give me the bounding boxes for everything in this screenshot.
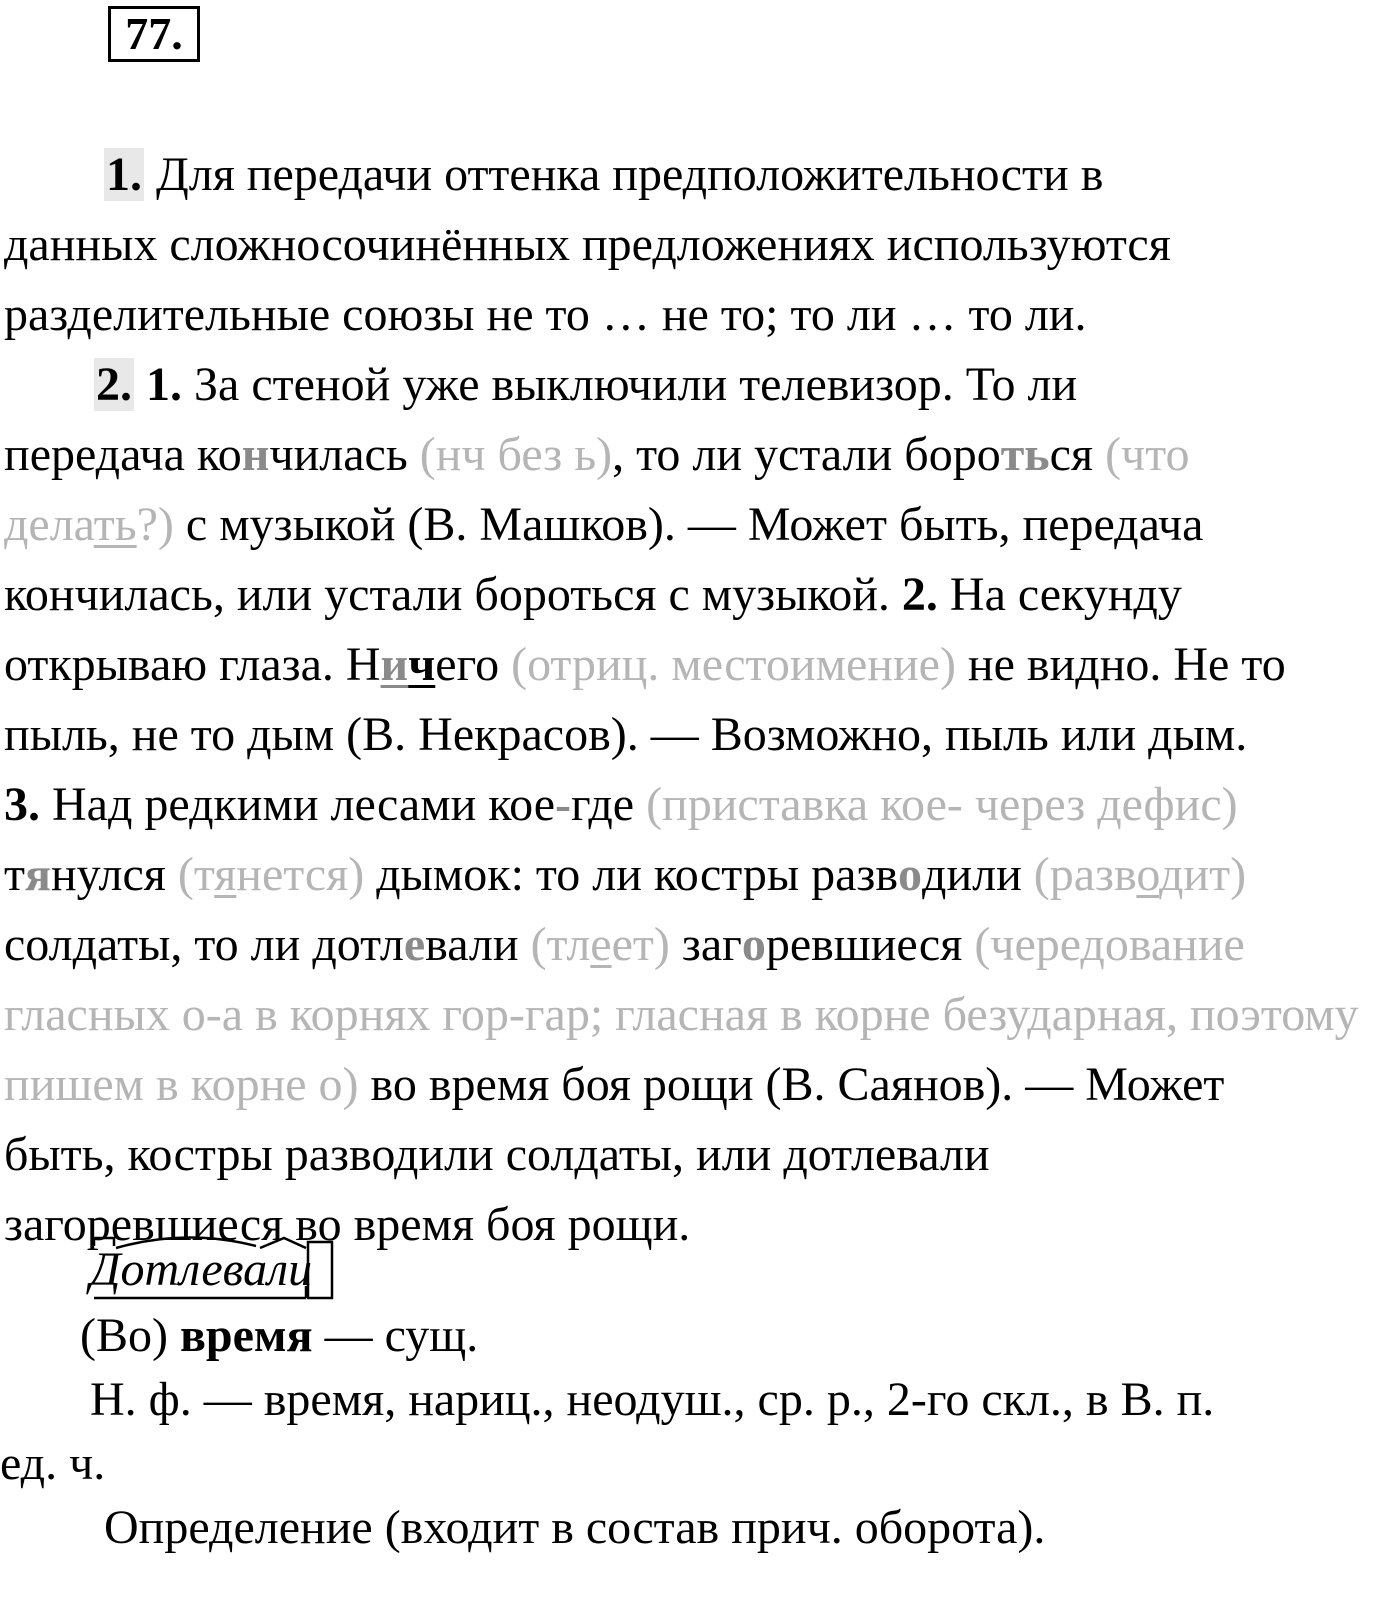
text: За стеной уже выключили телевизор. То ли xyxy=(194,358,1078,411)
spelling-note: (чередование xyxy=(974,918,1245,971)
exercise-number: 77. xyxy=(108,6,200,62)
word-structure-analysis xyxy=(90,1236,350,1306)
answer-text xyxy=(4,140,1396,1260)
line xyxy=(4,210,1396,280)
text: ся xyxy=(1049,428,1094,481)
line xyxy=(0,1432,1400,1496)
highlight-letter: ь xyxy=(1024,428,1050,481)
line xyxy=(0,1368,1400,1432)
text: На секунду xyxy=(949,568,1182,621)
line xyxy=(4,280,1396,350)
highlight-letter: т xyxy=(1000,428,1025,481)
text: т xyxy=(4,848,25,901)
text: где xyxy=(571,778,635,831)
spelling-note: нется) xyxy=(236,848,365,901)
text: быть, костры разводили солдаты, или дотлевали xyxy=(4,1128,990,1181)
text: открываю глаза. Н xyxy=(4,638,381,691)
highlight-letter: и xyxy=(380,638,409,691)
line xyxy=(4,770,1396,840)
spelling-note: гласных о-а в корнях гор-гар; гласная в корне безударная, поэтому xyxy=(4,988,1359,1041)
spelling-note: (разв xyxy=(1033,848,1137,901)
ending-box xyxy=(308,1242,332,1298)
line xyxy=(4,420,1396,490)
line xyxy=(4,560,1396,630)
line xyxy=(4,630,1396,700)
text: Над редкими лесами кое xyxy=(52,778,556,831)
sentence-number: 3. xyxy=(4,778,40,831)
line xyxy=(4,700,1396,770)
text: дили xyxy=(922,848,1022,901)
spelling-note-underlined: ть xyxy=(93,498,137,551)
line xyxy=(4,910,1396,980)
spelling-note-underlined: я xyxy=(214,848,237,901)
line xyxy=(4,350,1396,420)
spelling-note: (нч без ь) xyxy=(419,428,613,481)
line xyxy=(0,1304,1400,1368)
line xyxy=(4,140,1396,210)
text: солдаты, то ли дотл xyxy=(4,918,404,971)
morpheme-marks xyxy=(90,1236,350,1306)
spelling-note: (т xyxy=(177,848,215,901)
text: передача ко xyxy=(4,428,242,481)
text: Определение (входит в состав прич. оборота). xyxy=(104,1501,1046,1554)
text: (Во) xyxy=(80,1309,180,1362)
sentence-number: 1. xyxy=(146,358,182,411)
spelling-note: (отриц. местоимение) xyxy=(511,638,956,691)
text: ревшиеся xyxy=(765,918,963,971)
spelling-note-underlined: е xyxy=(590,918,612,971)
text: его xyxy=(435,638,500,691)
root-arc xyxy=(116,1237,256,1248)
spelling-note-underlined: о xyxy=(1136,848,1159,901)
text: пыль, не то дым (В. Некрасов). — Возможно, пыль или дым. xyxy=(4,708,1248,761)
highlight-letter: - xyxy=(555,778,572,831)
part-label: 1. xyxy=(106,148,142,201)
line xyxy=(4,1050,1396,1120)
grammar-analysis xyxy=(0,1304,1400,1560)
spelling-note: (приставка кое- через дефис) xyxy=(646,778,1238,831)
text: разделительные союзы не то … не то; то ли … то ли. xyxy=(4,288,1087,341)
analyzed-word: Дотлевали xyxy=(90,1243,313,1296)
prefix-mark xyxy=(94,1238,114,1246)
text: заг xyxy=(681,918,742,971)
analyzed-word: время xyxy=(179,1309,313,1362)
text: , то ли устали боро xyxy=(612,428,1001,481)
highlight-letter: н xyxy=(241,428,270,481)
highlight-letter: я xyxy=(24,848,51,901)
line xyxy=(0,1496,1400,1560)
sentence-number: 2. xyxy=(901,568,938,621)
text: с музыкой (В. Машков). — Может быть, передача xyxy=(185,498,1204,551)
spelling-note: ?) xyxy=(136,498,174,551)
highlight-letter: о xyxy=(741,918,766,971)
spelling-note: дела xyxy=(4,498,94,551)
text: во время боя рощи (В. Саянов). — Может xyxy=(370,1058,1225,1111)
text: нулся xyxy=(50,848,166,901)
text: не видно. Не то xyxy=(967,638,1286,691)
text: Для передачи оттенка предположительности в xyxy=(156,148,1104,201)
spelling-note: ет) xyxy=(611,918,670,971)
text: вали xyxy=(425,918,519,971)
suffix-mark xyxy=(260,1238,306,1248)
highlight-letter: е xyxy=(403,918,426,971)
spelling-note: (что xyxy=(1105,428,1190,481)
line xyxy=(4,490,1396,560)
text: — сущ. xyxy=(312,1309,479,1362)
spelling-note: (тл xyxy=(530,918,591,971)
text: Н. ф. — время, нариц., неодуш., ср. р., 2-го скл., в В. п. xyxy=(90,1373,1215,1426)
text: данных сложносочинённых предложениях используются xyxy=(4,218,1171,271)
text: чилась xyxy=(269,428,408,481)
highlight-letter: о xyxy=(898,848,923,901)
text: дымок: то ли костры разв xyxy=(376,848,899,901)
spelling-note: пишем в корне о) xyxy=(4,1058,359,1111)
line xyxy=(4,980,1396,1050)
line xyxy=(4,840,1396,910)
line xyxy=(4,1120,1396,1190)
highlight-letter: ч xyxy=(408,638,436,691)
text: загоревшиеся во время боя рощи. xyxy=(4,1198,691,1251)
part-label: 2. xyxy=(96,358,132,411)
spelling-note: дит) xyxy=(1158,848,1247,901)
text: кончилась, или устали бороться с музыкой. xyxy=(4,568,890,621)
text: ед. ч. xyxy=(0,1437,106,1490)
